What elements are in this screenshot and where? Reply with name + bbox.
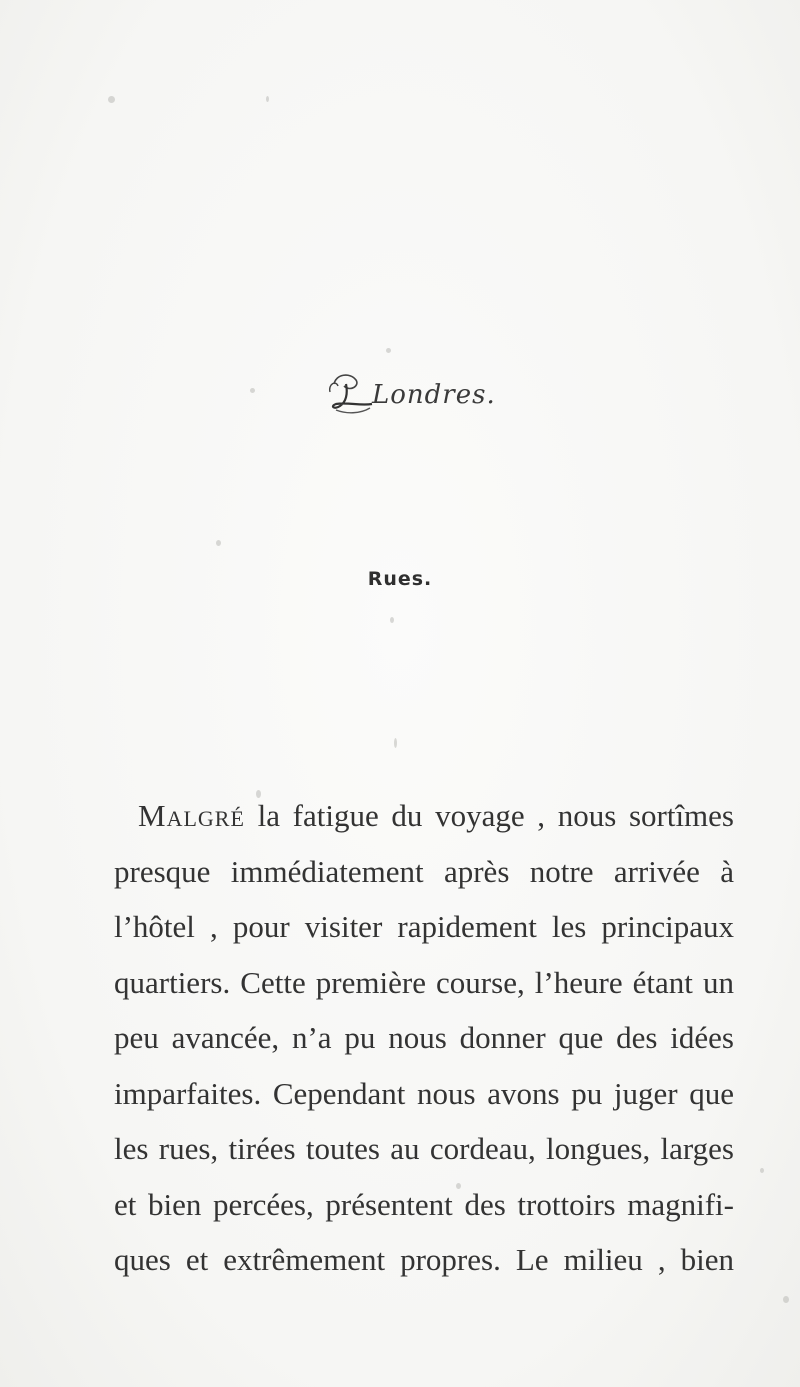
text-line: et bien percées, présentent des trottoirs magnifi- <box>114 1186 734 1222</box>
paper-speck <box>390 617 394 623</box>
paper-speck <box>108 96 115 103</box>
ornament-initial-icon <box>320 370 380 420</box>
text-line: les rues, tirées toutes au cordeau, longues, larges <box>114 1131 734 1166</box>
paper-speck <box>386 348 391 353</box>
text-line: peu avancée, n’a pu nous donner que des idées <box>114 1020 734 1055</box>
page-title: Londres. <box>372 380 496 410</box>
paper-speck <box>216 540 221 546</box>
paper-speck <box>394 738 397 748</box>
text-line: ques et extrêmement propres. Le milieu , bien <box>114 1242 734 1277</box>
page-heading <box>320 370 500 420</box>
text-line: l’hôtel , pour visiter rapidement les principaux <box>114 909 734 944</box>
text-line: imparfaites. Cependant nous avons pu juger que <box>114 1075 734 1111</box>
lead-word: Malgré <box>138 798 245 833</box>
body-paragraph <box>114 788 734 1288</box>
paper-speck <box>266 96 269 102</box>
section-heading: Rues. <box>367 568 433 590</box>
paper-speck <box>783 1296 789 1303</box>
text-line: presque immédiatement après notre arrivée à <box>114 853 734 889</box>
text-line: Malgré la fatigue du voyage , nous sortîmes <box>138 798 734 833</box>
paper-speck <box>250 388 255 393</box>
text-line: quartiers. Cette première course, l’heure étant un <box>114 964 734 1000</box>
paper-speck <box>760 1168 764 1173</box>
